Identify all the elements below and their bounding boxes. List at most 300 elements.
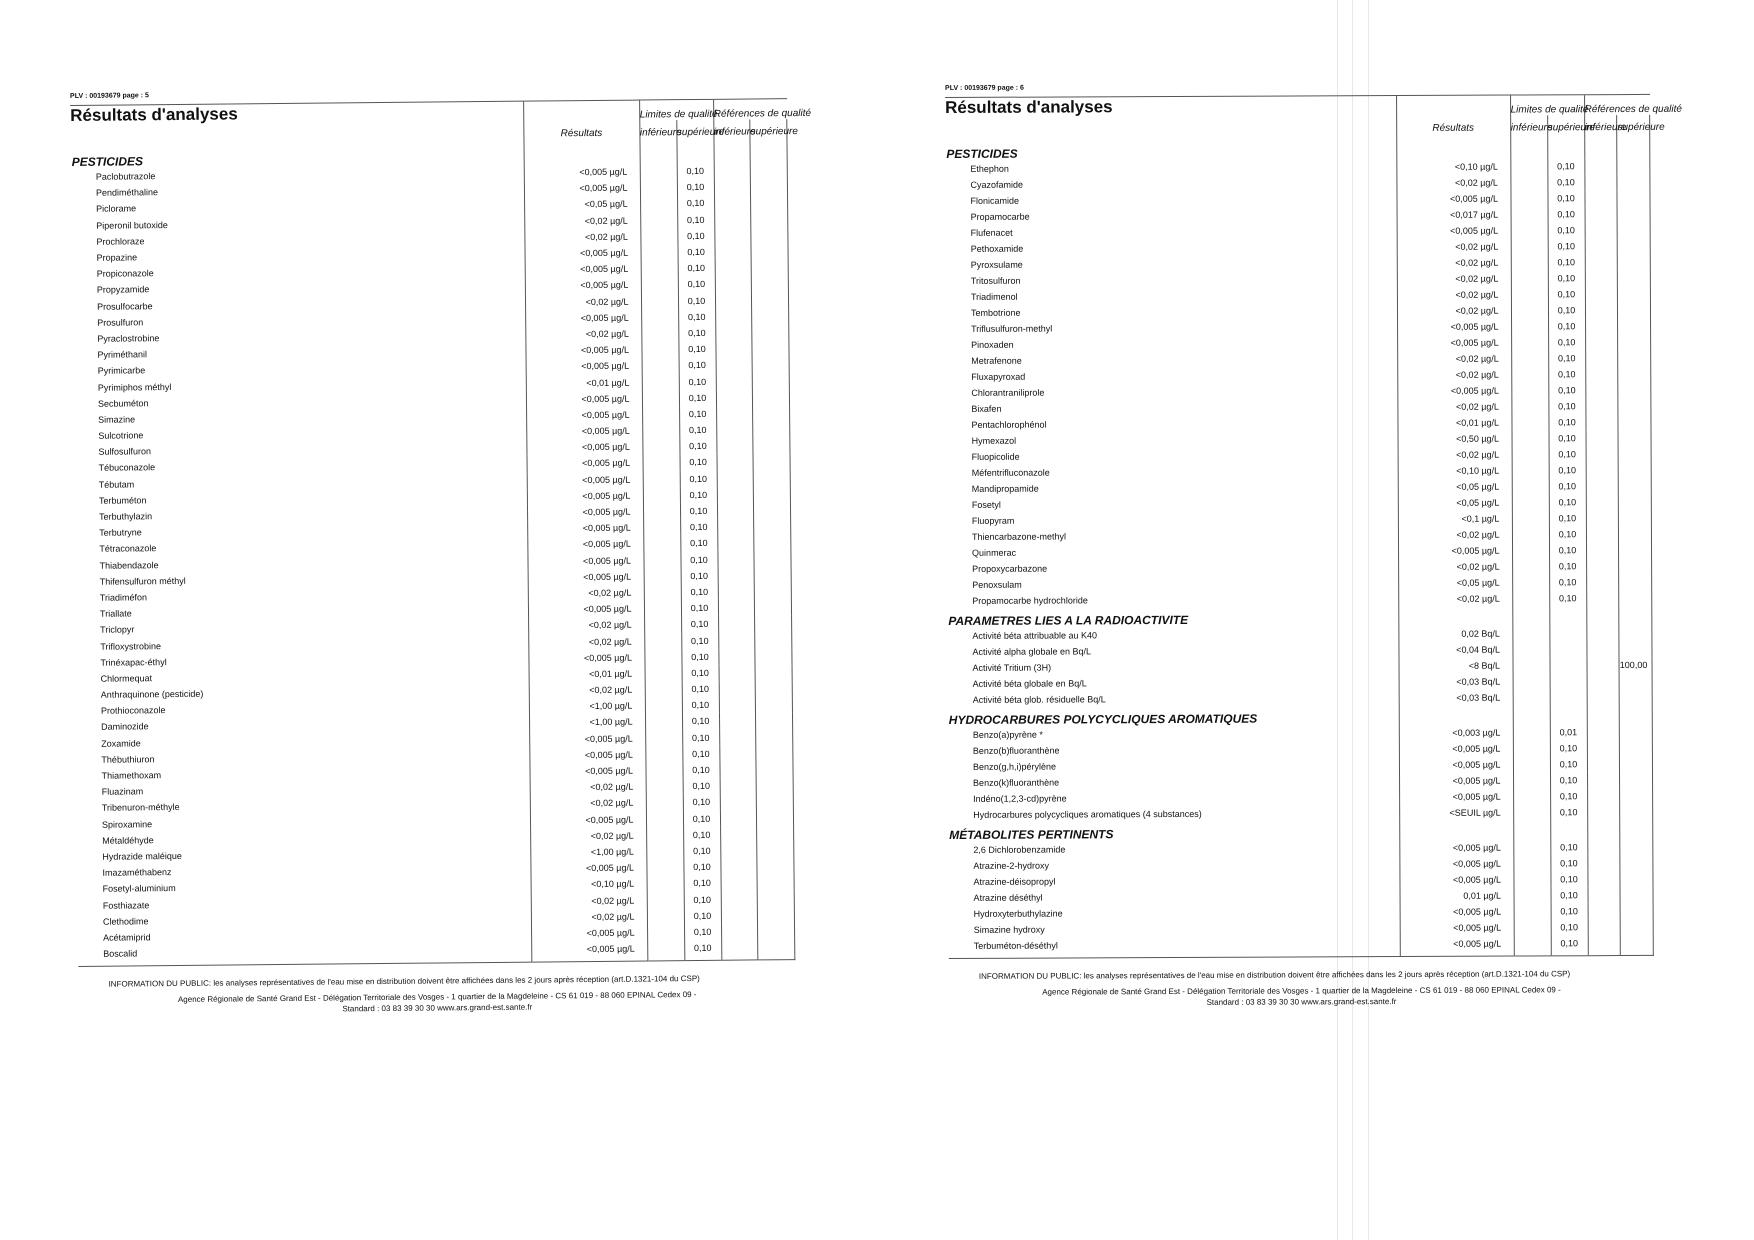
limit-superior: 0,10	[1548, 318, 1585, 334]
limit-superior: 0,10	[680, 519, 717, 536]
reference-superior	[1618, 270, 1651, 286]
limit-superior: 0,10	[678, 325, 715, 342]
plv-reference: PLV : 00193679 page : 6	[945, 84, 1024, 92]
reference-superior	[755, 615, 792, 632]
reference-superior	[1620, 740, 1653, 756]
limit-superior: 0,10	[679, 438, 716, 455]
reference-superior	[757, 842, 794, 859]
limit-superior: 0,10	[677, 179, 714, 196]
reference-superior	[1617, 190, 1650, 206]
parameter-name: Atrazine-2-hydroxy	[973, 860, 1049, 871]
limit-superior: 0,10	[682, 746, 719, 763]
limit-inferior	[1512, 574, 1549, 590]
result-value: <0,02 µg/L	[530, 795, 646, 812]
resultats-header: Résultats	[523, 121, 639, 146]
reference-inferior	[1587, 689, 1620, 705]
reference-inferior	[1587, 673, 1620, 689]
result-value: <0,50 µg/L	[1398, 431, 1512, 447]
reference-inferior	[717, 486, 754, 503]
limites-header: Limites de qualité	[1510, 95, 1584, 116]
limit-inferior	[644, 616, 681, 633]
reference-inferior	[1585, 270, 1618, 286]
result-value: <0,005 µg/L	[524, 164, 640, 181]
reference-inferior	[1588, 935, 1621, 951]
reference-superior	[1619, 574, 1652, 590]
result-value: <0,02 µg/L	[531, 892, 647, 909]
limit-superior: 0,10	[1548, 254, 1585, 270]
limit-superior: 0,10	[679, 357, 716, 374]
reference-superior	[1619, 494, 1652, 510]
parameter-name: Hydrocarbures polycycliques aromatiques (4 substances)	[973, 808, 1202, 820]
reference-inferior	[1587, 657, 1620, 673]
result-value: <0,005 µg/L	[1396, 191, 1510, 207]
parameter-name: Propamocarbe	[970, 211, 1030, 222]
limit-inferior	[647, 892, 684, 909]
reference-superior	[1618, 302, 1651, 318]
parameter-name: Thiencarbazone-methyl	[971, 531, 1067, 542]
reference-inferior	[1588, 919, 1621, 935]
limit-inferior	[1513, 839, 1550, 855]
parameter-name: Prothioconazole	[100, 705, 166, 717]
limit-superior	[1550, 689, 1587, 705]
result-value: <0,005 µg/L	[526, 423, 642, 440]
page-title: Résultats d'analyses	[70, 101, 523, 126]
limit-inferior	[1510, 190, 1547, 206]
result-value: <0,005 µg/L	[524, 180, 640, 197]
reference-superior	[754, 567, 791, 584]
limit-superior: 0,10	[679, 406, 716, 423]
limit-superior: 0,10	[683, 843, 720, 860]
result-value: <0,005 µg/L	[1399, 789, 1513, 805]
limit-superior: 0,10	[680, 535, 717, 552]
reference-inferior	[719, 664, 756, 681]
parameter-name: Métaldéhyde	[102, 835, 154, 846]
result-value: <0,003 µg/L	[1399, 725, 1513, 741]
result-value: <0,05 µg/L	[524, 196, 640, 213]
reference-superior	[1617, 206, 1650, 222]
limit-inferior	[640, 163, 677, 180]
parameter-name: Atrazine-déisopropyl	[973, 876, 1056, 887]
result-value: <0,03 Bq/L	[1399, 674, 1513, 690]
limit-superior: 0,10	[679, 422, 716, 439]
limit-inferior	[1512, 510, 1549, 526]
reference-inferior	[714, 162, 751, 179]
reference-superior	[751, 211, 788, 228]
limit-inferior	[1512, 526, 1549, 542]
result-value: <0,02 µg/L	[1397, 351, 1511, 367]
parameter-name: Spiroxamine	[101, 818, 153, 830]
result-value: 0,02 Bq/L	[1398, 626, 1512, 642]
result-value: <1,00 µg/L	[530, 843, 646, 860]
result-value: 0,01 µg/L	[1400, 888, 1514, 904]
reference-superior	[758, 907, 795, 924]
results-table	[945, 94, 1682, 959]
parameter-name: Clethodime	[102, 916, 149, 927]
parameter-name: Simazine	[98, 414, 136, 425]
limit-superior: 0,10	[681, 584, 718, 601]
limit-superior: 0,10	[680, 470, 717, 487]
reference-inferior	[720, 859, 757, 876]
reference-superior	[751, 243, 788, 260]
reference-superior	[1619, 558, 1652, 574]
parameter-name: Daminozide	[101, 721, 149, 733]
reference-superior	[751, 259, 788, 276]
result-value: <0,02 µg/L	[530, 827, 646, 844]
parameter-name: Benzo(b)fluoranthène	[972, 745, 1060, 756]
reference-superior	[1619, 542, 1652, 558]
reference-inferior	[1585, 286, 1618, 302]
limit-inferior	[647, 940, 684, 957]
result-value: <0,05 µg/L	[1398, 575, 1512, 591]
reference-superior	[1619, 590, 1652, 606]
limit-inferior	[645, 681, 682, 698]
result-value: <0,005 µg/L	[531, 940, 647, 957]
parameter-name: Activité Tritium (3H)	[972, 662, 1052, 673]
reference-inferior	[1585, 238, 1618, 254]
reference-superior	[1618, 382, 1651, 398]
references-header: Références de qualité	[713, 99, 787, 120]
limit-inferior	[641, 260, 678, 277]
result-value: <0,005 µg/L	[527, 552, 643, 569]
limit-superior: 0,10	[1548, 270, 1585, 286]
limit-superior: 0,10	[684, 907, 721, 924]
parameter-name: Mandipropamide	[971, 483, 1039, 494]
reference-inferior	[1587, 839, 1620, 855]
reference-inferior	[1588, 903, 1621, 919]
limit-superior: 0,10	[684, 875, 721, 892]
page-title: Résultats d'analyses	[945, 96, 1396, 118]
reference-superior	[752, 340, 789, 357]
limit-superior: 0,10	[682, 697, 719, 714]
result-value: <0,02 µg/L	[1397, 255, 1511, 271]
reference-superior	[753, 437, 790, 454]
parameter-name: Thiabendazole	[99, 559, 159, 571]
reference-superior	[756, 729, 793, 746]
reference-inferior	[1586, 478, 1619, 494]
parameter-name: Hydrazide maléique	[102, 850, 182, 862]
limit-superior: 0,10	[684, 891, 721, 908]
limit-superior: 0,10	[681, 600, 718, 617]
limit-inferior	[640, 196, 677, 213]
limit-inferior	[1511, 222, 1548, 238]
reference-superior	[755, 599, 792, 616]
reference-superior	[1620, 887, 1653, 903]
limit-superior: 0,10	[680, 487, 717, 504]
reference-inferior	[715, 308, 752, 325]
result-value: <0,005 µg/L	[1397, 223, 1511, 239]
reference-superior	[754, 502, 791, 519]
parameter-name: Terbuthylazin	[99, 511, 153, 522]
parameter-name: Hydroxyterbuthylazine	[973, 908, 1063, 919]
limit-inferior	[645, 697, 682, 714]
reference-inferior	[721, 875, 758, 892]
agency-address: Agence Régionale de Santé Grand Est - Délégation Territoriale des Vosges - 1 quartier de la Magdeleine - CS 61 019 - 88 060 EPINAL Cedex 09 -	[177, 990, 697, 1005]
limit-inferior	[647, 924, 684, 941]
limit-inferior	[1512, 625, 1549, 641]
limit-superior: 0,10	[683, 778, 720, 795]
section-title: PESTICIDES	[71, 154, 144, 169]
limit-superior: 0,10	[1548, 350, 1585, 366]
limit-inferior	[642, 390, 679, 407]
limit-inferior	[640, 179, 677, 196]
limit-inferior	[1513, 772, 1550, 788]
parameter-name: Thifensulfuron méthyl	[99, 575, 186, 587]
limit-superior: 0,10	[1551, 887, 1588, 903]
reference-superior	[1620, 772, 1653, 788]
result-value: <0,005 µg/L	[1398, 543, 1512, 559]
reference-superior	[1619, 641, 1652, 657]
limit-superior: 0,10	[1548, 302, 1585, 318]
reference-inferior	[1585, 398, 1618, 414]
section-title: PESTICIDES	[946, 146, 1018, 161]
reference-superior	[1620, 903, 1653, 919]
limit-superior: 0,10	[1551, 919, 1588, 935]
parameter-name: Pyrimicarbe	[97, 365, 146, 377]
limit-superior: 0,10	[1548, 286, 1585, 302]
result-value: <0,005 µg/L	[527, 487, 643, 504]
limit-inferior	[645, 746, 682, 763]
result-value: <0,005 µg/L	[1399, 840, 1513, 856]
result-value: <0,005 µg/L	[530, 811, 646, 828]
parameter-name: Ethephon	[970, 163, 1009, 174]
limit-inferior	[1511, 286, 1548, 302]
reference-superior	[757, 858, 794, 875]
reference-inferior	[714, 195, 751, 212]
limit-inferior	[1513, 724, 1550, 740]
reference-superior	[752, 292, 789, 309]
reference-superior	[756, 712, 793, 729]
limit-inferior	[1513, 804, 1550, 820]
reference-inferior	[716, 438, 753, 455]
reference-superior	[1618, 334, 1651, 350]
result-value: <0,005 µg/L	[527, 536, 643, 553]
parameter-name: Triadiméfon	[99, 592, 148, 603]
result-value: <0,02 µg/L	[525, 325, 641, 342]
lim-inferieure-header: inférieure	[1510, 115, 1547, 139]
limit-inferior	[642, 374, 679, 391]
limit-superior: 0,10	[1549, 446, 1586, 462]
agency-contact: Standard : 03 83 39 30 30 www.ars.grand-est.sante.fr	[342, 1002, 533, 1014]
reference-superior	[1620, 804, 1653, 820]
reference-inferior	[717, 502, 754, 519]
limit-inferior	[643, 503, 680, 520]
reference-inferior	[715, 292, 752, 309]
limit-superior: 0,10	[678, 309, 715, 326]
reference-inferior	[721, 907, 758, 924]
parameter-name: Propamocarbe hydrochloride	[972, 595, 1088, 606]
limit-inferior	[1510, 174, 1547, 190]
reference-superior	[753, 470, 790, 487]
limit-inferior	[643, 471, 680, 488]
limit-inferior	[640, 244, 677, 261]
parameter-name: Terbutryne	[99, 527, 142, 538]
parameter-name: Imazaméthabenz	[102, 867, 172, 878]
result-value: <0,005 µg/L	[529, 762, 645, 779]
result-value: <0,005 µg/L	[525, 261, 641, 278]
reference-inferior	[1586, 590, 1619, 606]
limit-superior	[1550, 657, 1587, 673]
reference-inferior	[721, 923, 758, 940]
reference-superior	[1620, 724, 1653, 740]
reference-inferior	[714, 211, 751, 228]
reference-inferior	[720, 794, 757, 811]
limit-inferior	[1511, 366, 1548, 382]
result-value: <0,02 µg/L	[1397, 367, 1511, 383]
reference-inferior	[719, 680, 756, 697]
limit-inferior	[1512, 641, 1549, 657]
limit-superior: 0,01	[1550, 724, 1587, 740]
reference-inferior	[1586, 574, 1619, 590]
reference-inferior	[1585, 206, 1618, 222]
reference-superior	[750, 162, 787, 179]
reference-inferior	[714, 227, 751, 244]
limit-superior	[1550, 673, 1587, 689]
limit-superior: 0,10	[684, 940, 721, 957]
public-information: INFORMATION DU PUBLIC: les analyses représentatives de l'eau mise en distribution doivent être affichées dans les 2 jours après réception (art.D.1321-104 du CSP)	[978, 969, 1571, 981]
parameter-name: Paclobutrazole	[95, 171, 156, 182]
report-page-6	[945, 82, 1682, 1009]
limit-inferior	[646, 827, 683, 844]
reference-inferior	[1586, 526, 1619, 542]
reference-superior	[756, 761, 793, 778]
limit-inferior	[1511, 318, 1548, 334]
reference-inferior	[718, 648, 755, 665]
reference-superior	[1620, 919, 1653, 935]
reference-superior	[1618, 318, 1651, 334]
reference-superior	[757, 891, 794, 908]
limit-superior: 0,10	[1547, 158, 1584, 174]
result-value: <0,005 µg/L	[526, 406, 642, 423]
ref-superieure-header: supérieure	[1617, 115, 1650, 139]
result-value: <0,02 µg/L	[524, 228, 640, 245]
limit-superior: 0,10	[678, 292, 715, 309]
result-value: <0,02 µg/L	[1398, 591, 1512, 607]
public-information: INFORMATION DU PUBLIC: les analyses représentatives de l'eau mise en distribution doivent être affichées dans les 2 jours après réception (art.D.1321-104 du CSP)	[108, 974, 700, 989]
parameter-name: Fluopicolide	[971, 451, 1020, 462]
parameter-name: Tribenuron-méthyle	[101, 802, 180, 814]
limit-inferior	[644, 649, 681, 666]
parameter-name: Triallate	[99, 608, 132, 619]
parameter-name: Cyazofamide	[970, 179, 1023, 190]
reference-inferior	[1586, 542, 1619, 558]
result-value: <0,005 µg/L	[528, 649, 644, 666]
reference-superior	[754, 518, 791, 535]
parameter-name: Prosulfuron	[97, 317, 144, 328]
reference-superior	[1620, 871, 1653, 887]
limit-superior	[1549, 641, 1586, 657]
reference-superior	[1618, 462, 1651, 478]
parameter-name: Thiamethoxam	[101, 770, 162, 781]
reference-inferior	[1587, 855, 1620, 871]
parameter-name: Piclorame	[96, 203, 137, 215]
plv-reference: PLV : 00193679 page : 5	[70, 92, 149, 100]
reference-inferior	[1585, 222, 1618, 238]
parameter-name: Indéno(1,2,3-cd)pyrène	[973, 793, 1067, 804]
limit-inferior	[647, 908, 684, 925]
reference-superior	[754, 551, 791, 568]
result-value: <0,005 µg/L	[1397, 335, 1511, 351]
parameter-name: 2,6 Dichlorobenzamide	[973, 844, 1066, 855]
result-value: <8 Bq/L	[1399, 658, 1513, 674]
reference-superior	[1619, 673, 1652, 689]
reference-superior	[754, 486, 791, 503]
result-value: <0,02 µg/L	[1398, 559, 1512, 575]
reference-superior	[756, 745, 793, 762]
limit-inferior	[1511, 302, 1548, 318]
limit-inferior	[645, 762, 682, 779]
limit-superior: 0,10	[677, 244, 714, 261]
result-value: <0,01 µg/L	[529, 665, 645, 682]
reference-superior	[1618, 286, 1651, 302]
result-value: <0,02 µg/L	[528, 633, 644, 650]
parameter-name: Tébutam	[98, 479, 135, 490]
results-table	[70, 98, 812, 967]
result-value: <0,02 µg/L	[525, 293, 641, 310]
limit-superior: 0,10	[677, 163, 714, 180]
result-value: <1,00 µg/L	[529, 698, 645, 715]
limit-superior: 0,10	[679, 454, 716, 471]
result-value: <0,02 µg/L	[1397, 271, 1511, 287]
result-value: <0,005 µg/L	[528, 568, 644, 585]
result-value: <0,02 µg/L	[530, 779, 646, 796]
limit-superior: 0,10	[680, 551, 717, 568]
reference-superior	[1617, 158, 1650, 174]
parameter-name: Pinoxaden	[971, 339, 1014, 350]
limit-inferior	[642, 406, 679, 423]
parameter-name: Sulcotrione	[98, 430, 144, 441]
reference-inferior	[720, 826, 757, 843]
parameter-name: Fluazinam	[101, 786, 144, 797]
reference-inferior	[719, 745, 756, 762]
limites-header: Limites de qualité	[639, 99, 713, 120]
reference-superior	[757, 826, 794, 843]
limit-superior: 0,10	[1548, 398, 1585, 414]
parameter-name: Sulfosulfuron	[98, 446, 152, 458]
reference-inferior	[714, 243, 751, 260]
limit-inferior	[645, 714, 682, 731]
limit-superior: 0,10	[683, 794, 720, 811]
limit-inferior	[1511, 206, 1548, 222]
limit-inferior	[644, 568, 681, 585]
reference-inferior	[717, 519, 754, 536]
reference-inferior	[1586, 494, 1619, 510]
reference-inferior	[720, 810, 757, 827]
parameter-name: Tétraconazole	[99, 543, 157, 555]
reference-inferior	[1587, 788, 1620, 804]
parameter-name: Metrafenone	[971, 355, 1022, 366]
limit-inferior	[1513, 657, 1550, 673]
reference-superior	[1620, 839, 1653, 855]
parameter-name: Triclopyr	[100, 624, 135, 636]
parameter-name: Benzo(g,h,i)pérylène	[972, 761, 1057, 772]
parameter-name: Fosetyl-aluminium	[102, 883, 176, 895]
reference-superior	[1620, 935, 1653, 951]
parameter-name: Pyriméthanil	[97, 349, 148, 360]
result-value: <0,005 µg/L	[1399, 741, 1513, 757]
result-value: <0,02 µg/L	[1398, 527, 1512, 543]
limit-superior: 0,10	[677, 195, 714, 212]
limit-superior: 0,10	[1548, 222, 1585, 238]
reference-inferior	[715, 276, 752, 293]
reference-superior	[1617, 254, 1650, 270]
parameter-name: Tébuconazole	[98, 462, 156, 474]
reference-inferior	[1585, 334, 1618, 350]
result-value: <0,02 µg/L	[1396, 175, 1510, 191]
reference-superior	[752, 373, 789, 390]
limit-inferior	[646, 859, 683, 876]
reference-inferior	[1586, 641, 1619, 657]
reference-superior	[755, 680, 792, 697]
